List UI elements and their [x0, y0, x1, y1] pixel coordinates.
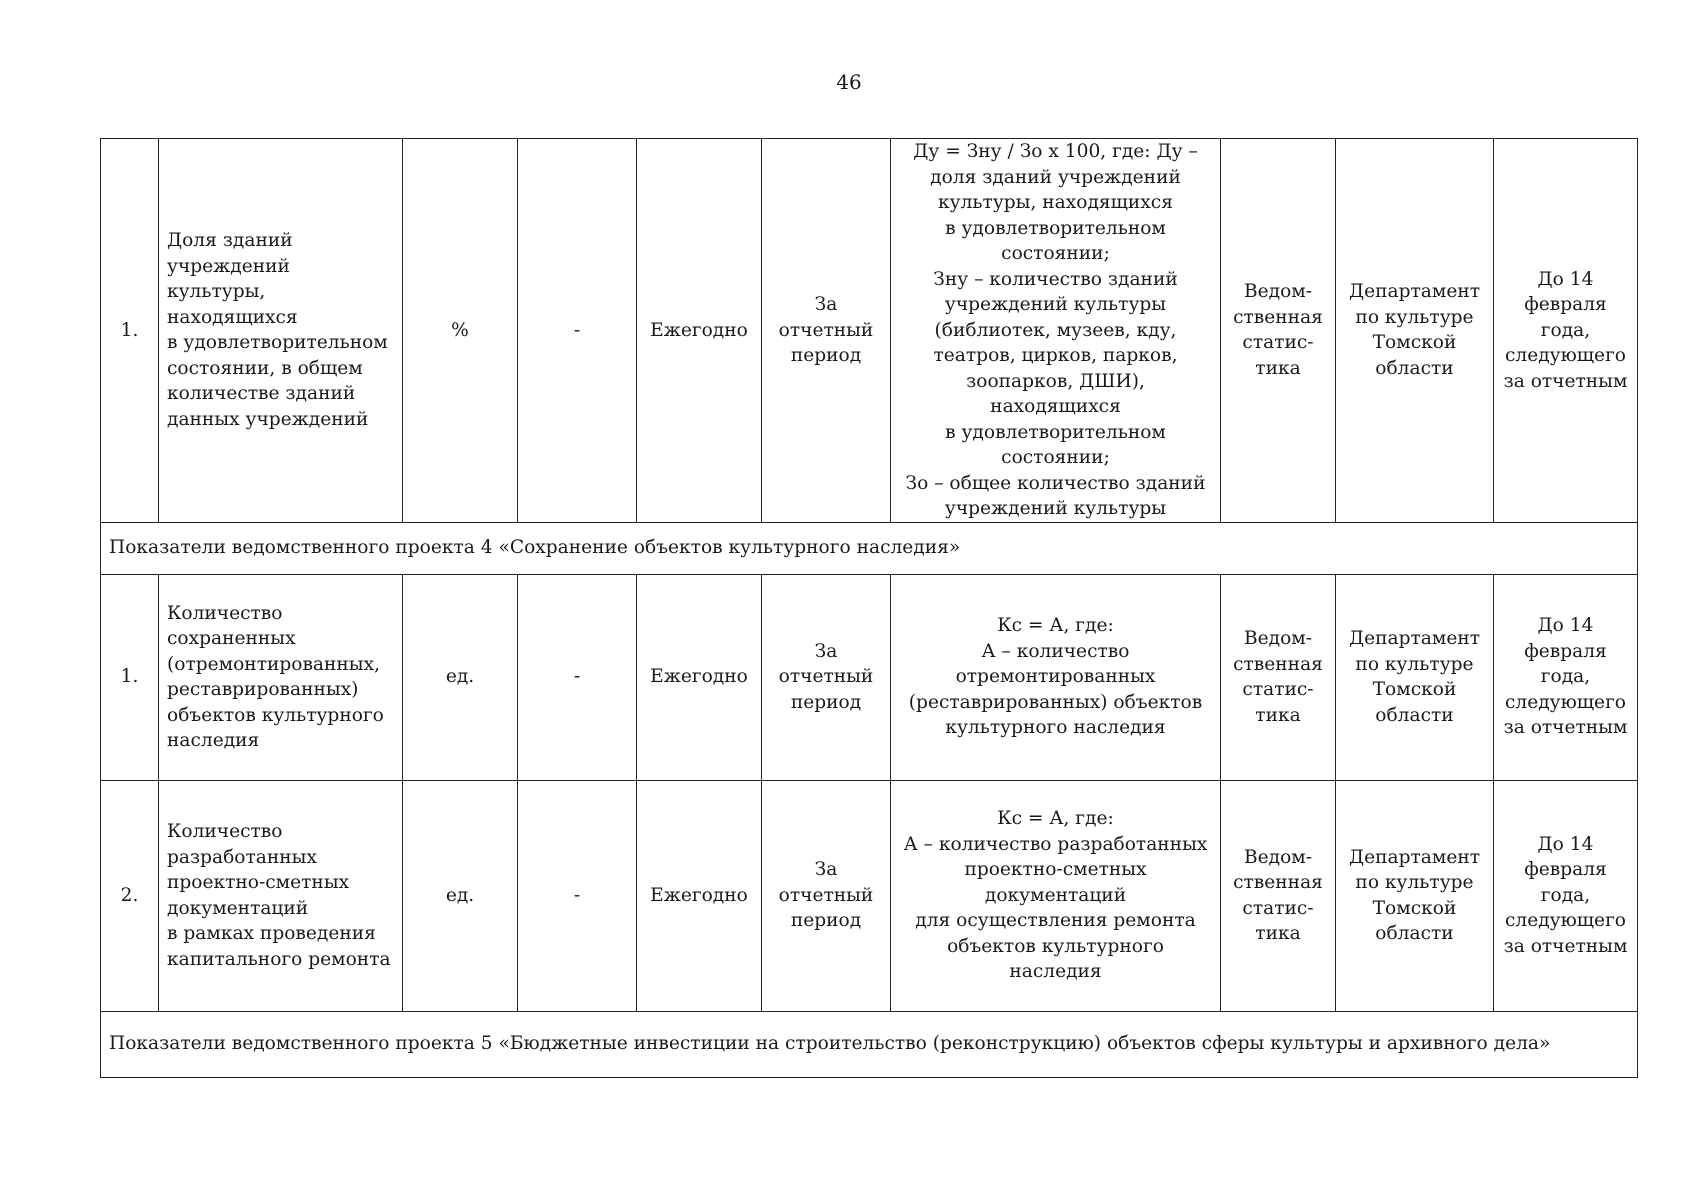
section-row: [101, 522, 1638, 574]
deadline: До 14 февраля года, следующего за отчетным: [1494, 780, 1638, 1011]
frequency: Ежегодно: [637, 780, 762, 1011]
reporting-period: За отчетный период: [762, 574, 891, 780]
frequency: Ежегодно: [637, 574, 762, 780]
row-number: 1.: [101, 574, 159, 780]
row-number: 1.: [101, 139, 159, 523]
responsible-body: Департамент по культуре Томской области: [1336, 139, 1494, 523]
unit-of-measure: %: [403, 139, 518, 523]
row-number: 2.: [101, 780, 159, 1011]
indicator-name: Доля зданий учреждений культуры, находящихся в удовлетворительном состоянии, в общем количестве зданий данных учреждений: [159, 139, 403, 523]
table-row: [101, 574, 1638, 780]
indicators-table: [100, 138, 1638, 1078]
section-row: [101, 1011, 1638, 1077]
base-value: -: [518, 139, 637, 523]
indicator-name: Количество сохраненных (отремонтированных, реставрированных) объектов культурного наследия: [159, 574, 403, 780]
table-row: [101, 780, 1638, 1011]
table-row: [101, 139, 1638, 523]
deadline: До 14 февраля года, следующего за отчетным: [1494, 139, 1638, 523]
calculation-method: Ду = Зну / Зо х 100, где: Ду – доля зданий учреждений культуры, находящихся в удовлетворительном состоянии; Зну – количество зданий учреждений культуры (библиотек, музеев, кду, театров, цирков, парков, зоопарков, ДШИ), находящихся в удовлетворительном состоянии; Зо – общее количество зданий учреждений культуры: [891, 139, 1221, 523]
reporting-period: За отчетный период: [762, 139, 891, 523]
base-value: -: [518, 780, 637, 1011]
frequency: Ежегодно: [637, 139, 762, 523]
data-source: Ведом- ственная статис- тика: [1221, 780, 1336, 1011]
responsible-body: Департамент по культуре Томской области: [1336, 780, 1494, 1011]
unit-of-measure: ед.: [403, 574, 518, 780]
calculation-method: Кс = А, где: А – количество разработанных проектно-сметных документаций для осуществления ремонта объектов культурного наследия: [891, 780, 1221, 1011]
unit-of-measure: ед.: [403, 780, 518, 1011]
data-source: Ведом- ственная статис- тика: [1221, 574, 1336, 780]
calculation-method: Кс = А, где: А – количество отремонтированных (реставрированных) объектов культурного наследия: [891, 574, 1221, 780]
deadline: До 14 февраля года, следующего за отчетным: [1494, 574, 1638, 780]
responsible-body: Департамент по культуре Томской области: [1336, 574, 1494, 780]
reporting-period: За отчетный период: [762, 780, 891, 1011]
data-source: Ведом- ственная статис- тика: [1221, 139, 1336, 523]
indicator-name: Количество разработанных проектно-сметных документаций в рамках проведения капитального ремонта: [159, 780, 403, 1011]
page-number: 46: [836, 70, 862, 94]
base-value: -: [518, 574, 637, 780]
section-title: Показатели ведомственного проекта 4 «Сохранение объектов культурного наследия»: [101, 522, 1638, 574]
section-title: Показатели ведомственного проекта 5 «Бюджетные инвестиции на строительство (реконструкцию) объектов сферы культуры и архивного дела»: [101, 1011, 1638, 1077]
